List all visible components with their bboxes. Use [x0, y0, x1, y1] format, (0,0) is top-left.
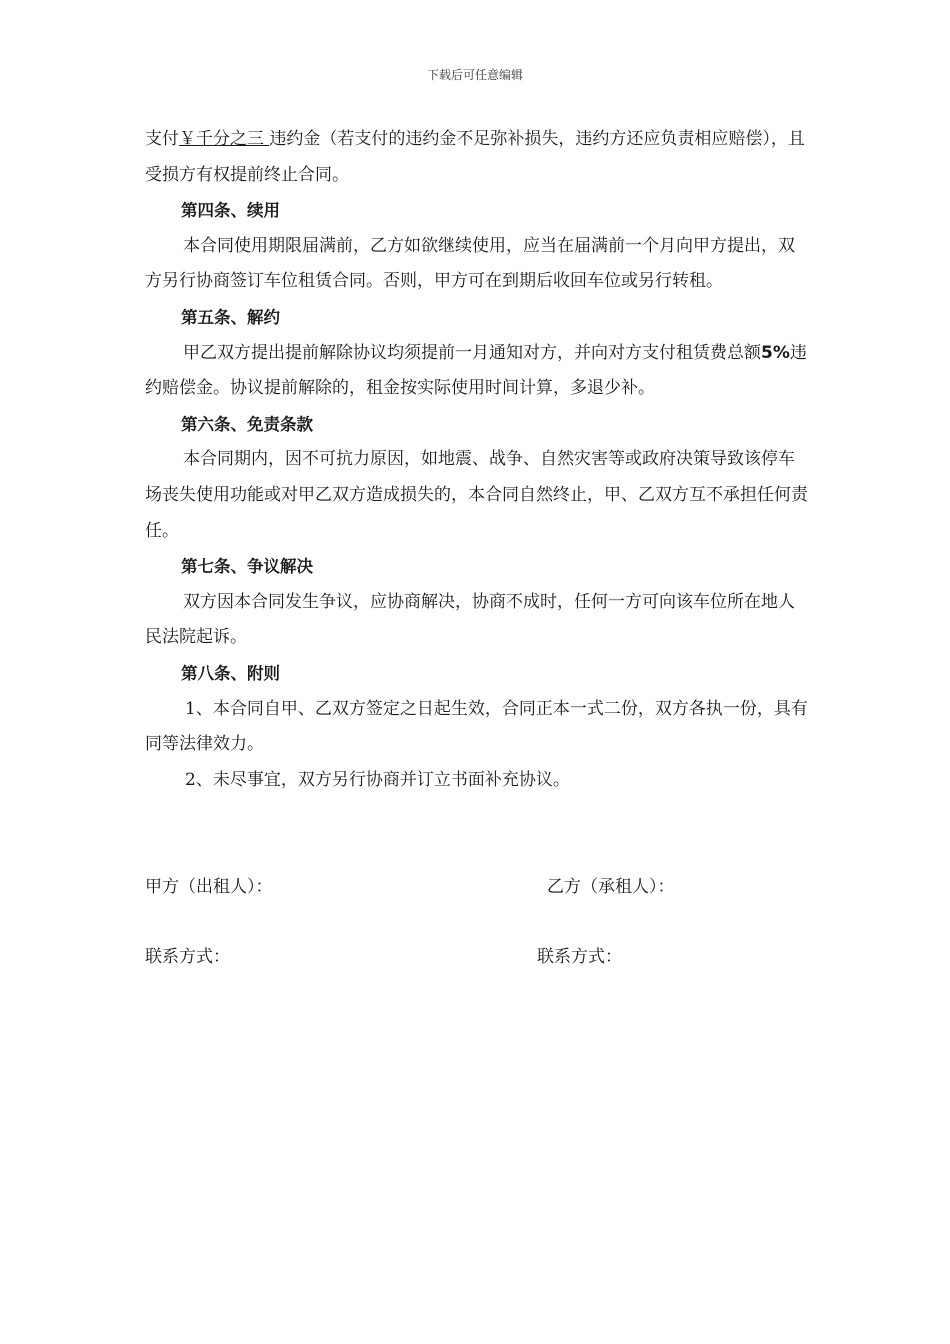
penalty-amount: ￥千分之三: [179, 129, 270, 149]
article-6-text: 本合同期内，因不可抗力原因，如地震、战争、自然灾害等或政府决策导致该停车场丧失使用功能或对甲乙双方造成损失的，本合同自然终止，甲、乙双方互不承担任何责任。: [145, 449, 808, 541]
article-8-item-1: 1、本合同自甲、乙双方签定之日起生效，合同正本一式二份，双方各执一份，具有同等法律效力。: [145, 698, 808, 755]
text-segment: 甲乙双方提出提前解除协议均须提前一月通知对方，并向对方支付租赁费总额: [183, 342, 761, 363]
article-5-title: 第五条、解约: [181, 307, 280, 327]
penalty-percent: 5%: [761, 342, 790, 363]
article-8-item-2: 2、未尽事宜，双方另行协商并订立书面补充协议。: [185, 769, 570, 790]
article-5-text: [145, 336, 810, 407]
signature-row-contact: [145, 942, 810, 967]
article-7-title: 第七条、争议解决: [181, 557, 313, 577]
party-a-label: 甲方（出租人）：: [145, 877, 273, 897]
page-header: 下载后可任意编辑: [426, 68, 523, 82]
text-segment: 违约金（若支付的违约金不足弥补损失，违约方还应负责相应赔偿），且受损方有权提前终止合同。: [145, 129, 805, 185]
contact-b-label: 联系方式：: [537, 947, 622, 967]
article-6-title: 第六条、免责条款: [181, 414, 313, 434]
party-b-label: 乙方（承租人）：: [547, 877, 675, 897]
article-8-title: 第八条、附则: [181, 663, 280, 683]
contract-body: [145, 122, 810, 798]
paragraph-penalty: [145, 122, 810, 193]
article-7-text: 双方因本合同发生争议，应协商解决，协商不成时，任何一方可向该车位所在地人民法院起诉。: [145, 591, 795, 648]
contact-a-label: 联系方式：: [145, 947, 230, 967]
article-4-text: 本合同使用期限届满前，乙方如欲继续使用，应当在届满前一个月向甲方提出，双方另行协商签订车位租赁合同。否则，甲方可在到期后收回车位或另行转租。: [145, 235, 795, 292]
text-segment: 支付: [145, 129, 179, 149]
text-segment: 违约赔偿金。协议提前解除的，租金按实际使用时间计算，多退少补。: [145, 342, 807, 399]
signature-row-parties: [145, 872, 810, 897]
article-4-title: 第四条、续用: [181, 201, 280, 221]
